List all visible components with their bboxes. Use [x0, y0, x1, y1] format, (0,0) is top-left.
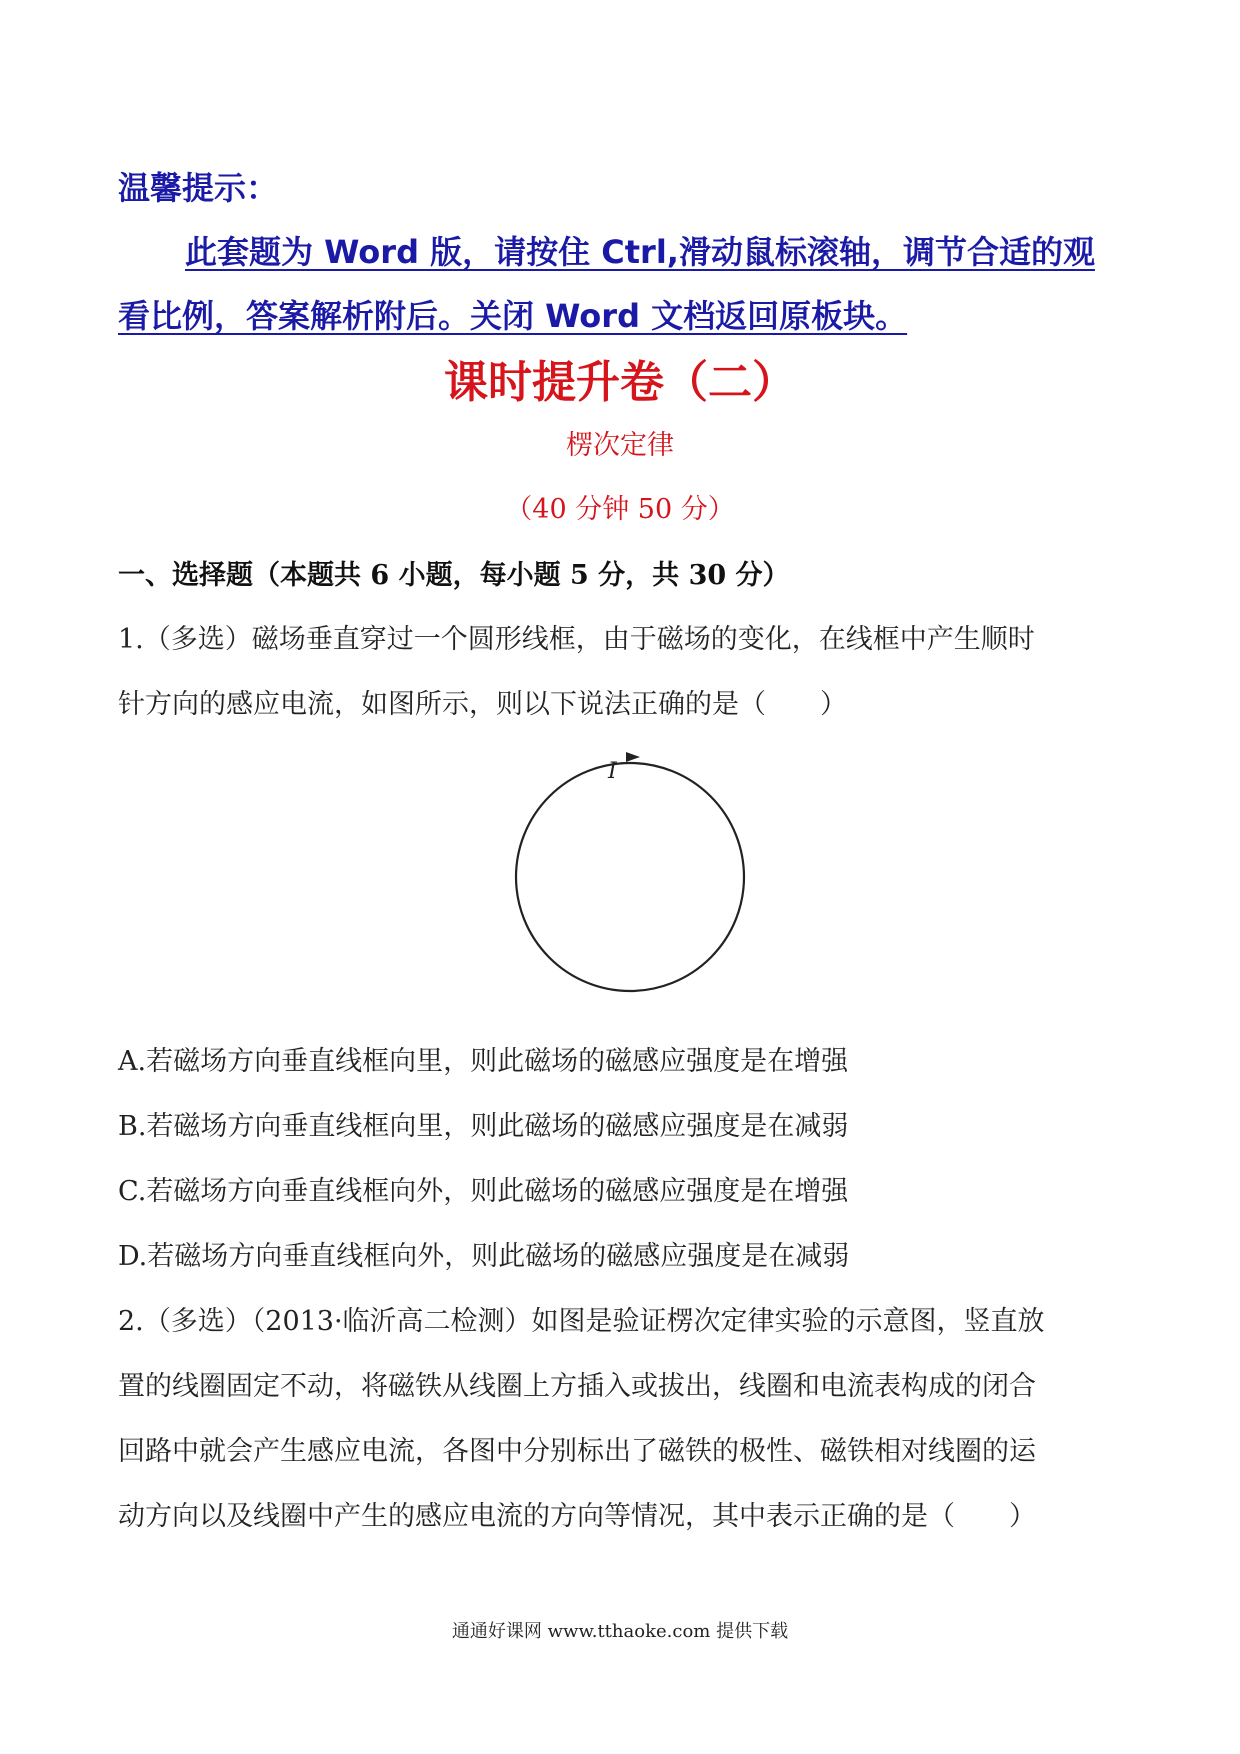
circular-loop	[516, 763, 744, 991]
tip-title: 温馨提示：	[118, 169, 279, 207]
section-heading: 一、选择题（本题共 6 小题，每小题 5 分，共 30 分）	[118, 560, 790, 591]
footer-source: 通通好课网 www.tthaoke.com 提供下载	[451, 1621, 789, 1642]
option-a: A.若磁场方向垂直线框向里，则此磁场的磁感应强度是在增强	[118, 1046, 849, 1077]
current-direction-arrow	[626, 752, 640, 762]
circular-loop-figure	[500, 745, 760, 1000]
current-label: I	[608, 759, 617, 784]
question-1-line-2: 针方向的感应电流，如图所示，则以下说法正确的是（ ）	[118, 689, 847, 720]
tip-line-1: 此套题为 Word 版，请按住 Ctrl,滑动鼠标滚轴，调节合适的观	[185, 233, 1095, 271]
time-limit: （40 分钟 50 分）	[505, 494, 735, 525]
option-c: C.若磁场方向垂直线框向外，则此磁场的磁感应强度是在增强	[118, 1176, 849, 1207]
question-2-line-4: 动方向以及线圈中产生的感应电流的方向等情况，其中表示正确的是（ ）	[118, 1501, 1036, 1532]
option-d: D.若磁场方向垂直线框向外，则此磁场的磁感应强度是在减弱	[118, 1241, 850, 1272]
tip-line-2: 看比例，答案解析附后。关闭 Word 文档返回原板块。	[118, 297, 908, 335]
question-2-line-3: 回路中就会产生感应电流，各图中分别标出了磁铁的极性、磁铁相对线圈的运	[118, 1436, 1036, 1467]
question-1-line-1: 1.（多选）磁场垂直穿过一个圆形线框，由于磁场的变化，在线框中产生顺时	[118, 624, 1035, 655]
page-subtitle: 楞次定律	[566, 430, 674, 461]
question-2-line-1: 2.（多选）（2013·临沂高二检测）如图是验证楞次定律实验的示意图，竖直放	[118, 1306, 1045, 1337]
question-2-line-2: 置的线圈固定不动，将磁铁从线圈上方插入或拔出，线圈和电流表构成的闭合	[118, 1371, 1036, 1402]
option-b: B.若磁场方向垂直线框向里，则此磁场的磁感应强度是在减弱	[118, 1111, 849, 1142]
page-title: 课时提升卷（二）	[444, 357, 796, 408]
